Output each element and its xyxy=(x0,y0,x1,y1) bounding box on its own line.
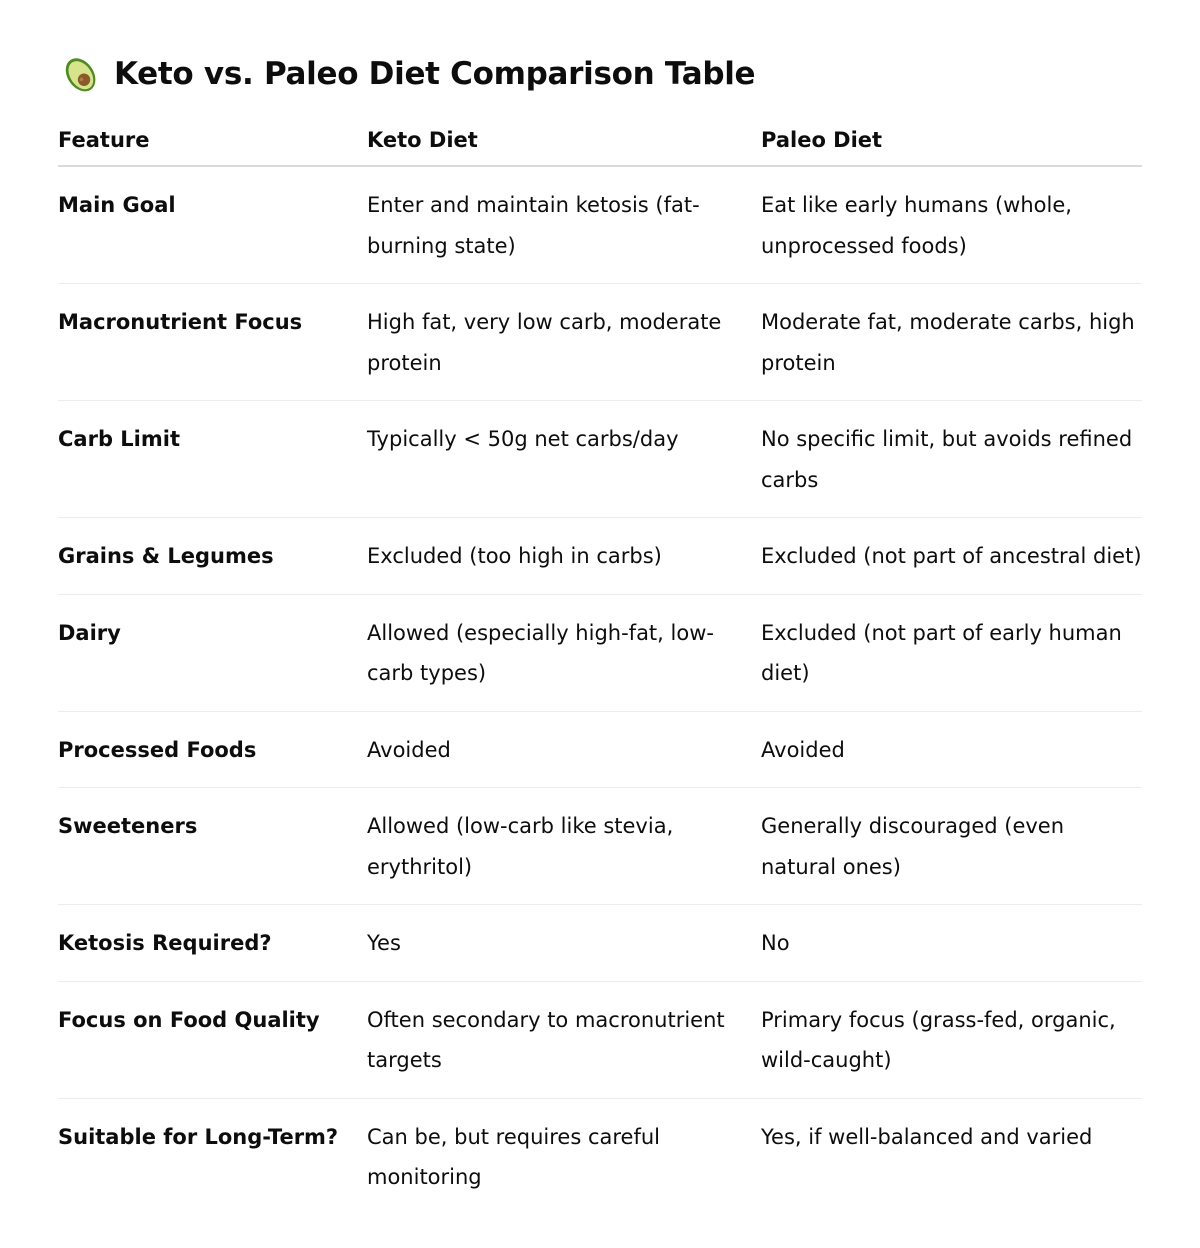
comparison-table xyxy=(58,117,1142,1215)
paleo-cell: No specific limit, but avoids refined carbs xyxy=(761,401,1142,518)
feature-cell: Sweeteners xyxy=(58,788,367,905)
paleo-cell: Yes, if well-balanced and varied xyxy=(761,1124,1093,1149)
feature-cell: Main Goal xyxy=(58,166,367,284)
column-header-keto: Keto Diet xyxy=(367,117,761,166)
table-row xyxy=(58,518,1142,595)
feature-cell: Grains & Legumes xyxy=(58,518,367,595)
paleo-cell: Moderate fat, moderate carbs, high protein xyxy=(761,284,1142,401)
paleo-cell: Excluded (not part of early human diet) xyxy=(761,594,1142,711)
table-row xyxy=(58,711,1142,788)
feature-cell: Macronutrient Focus xyxy=(58,284,367,401)
table-row xyxy=(58,594,1142,711)
keto-cell: Often secondary to macronutrient targets xyxy=(367,981,761,1098)
table-row xyxy=(58,284,1142,401)
paleo-cell: No xyxy=(761,905,1142,982)
keto-cell: Allowed (low-carb like stevia, erythritol) xyxy=(367,788,761,905)
page-title: Keto vs. Paleo Diet Comparison Table xyxy=(114,56,756,92)
table-row xyxy=(58,166,1142,284)
keto-cell: Yes xyxy=(367,905,761,982)
table-row xyxy=(58,981,1142,1098)
paleo-cell: Avoided xyxy=(761,711,1142,788)
paleo-cell: Eat like early humans (whole, unprocessed foods) xyxy=(761,166,1142,284)
table-row xyxy=(58,788,1142,905)
keto-cell: Allowed (especially high-fat, low-carb types) xyxy=(367,594,761,711)
keto-cell: Avoided xyxy=(367,711,761,788)
title-row xyxy=(58,48,755,100)
table-row xyxy=(58,1098,1142,1215)
column-header-paleo: Paleo Diet xyxy=(761,117,1142,166)
table-header-row xyxy=(58,117,1142,166)
keto-cell: Excluded (too high in carbs) xyxy=(367,518,761,595)
paleo-cell: Primary focus (grass-fed, organic, wild-caught) xyxy=(761,981,1142,1098)
feature-cell: Carb Limit xyxy=(58,401,367,518)
paleo-cell: Generally discouraged (even natural ones) xyxy=(761,788,1142,905)
table-row xyxy=(58,401,1142,518)
keto-cell: High fat, very low carb, moderate protein xyxy=(367,284,761,401)
keto-cell: Enter and maintain ketosis (fat-burning state) xyxy=(367,166,761,284)
avocado-icon xyxy=(58,52,102,96)
column-header-feature: Feature xyxy=(58,117,367,166)
feature-cell: Processed Foods xyxy=(58,711,367,788)
feature-cell: Focus on Food Quality xyxy=(58,981,367,1098)
feature-cell: Ketosis Required? xyxy=(58,905,367,982)
keto-cell: Typically < 50g net carbs/day xyxy=(367,401,761,518)
feature-cell: Dairy xyxy=(58,594,367,711)
table-row xyxy=(58,905,1142,982)
paleo-cell: Excluded (not part of ancestral diet) xyxy=(761,518,1142,595)
keto-cell: Can be, but requires careful monitoring xyxy=(367,1124,660,1189)
feature-cell: Suitable for Long-Term? xyxy=(58,1124,339,1149)
